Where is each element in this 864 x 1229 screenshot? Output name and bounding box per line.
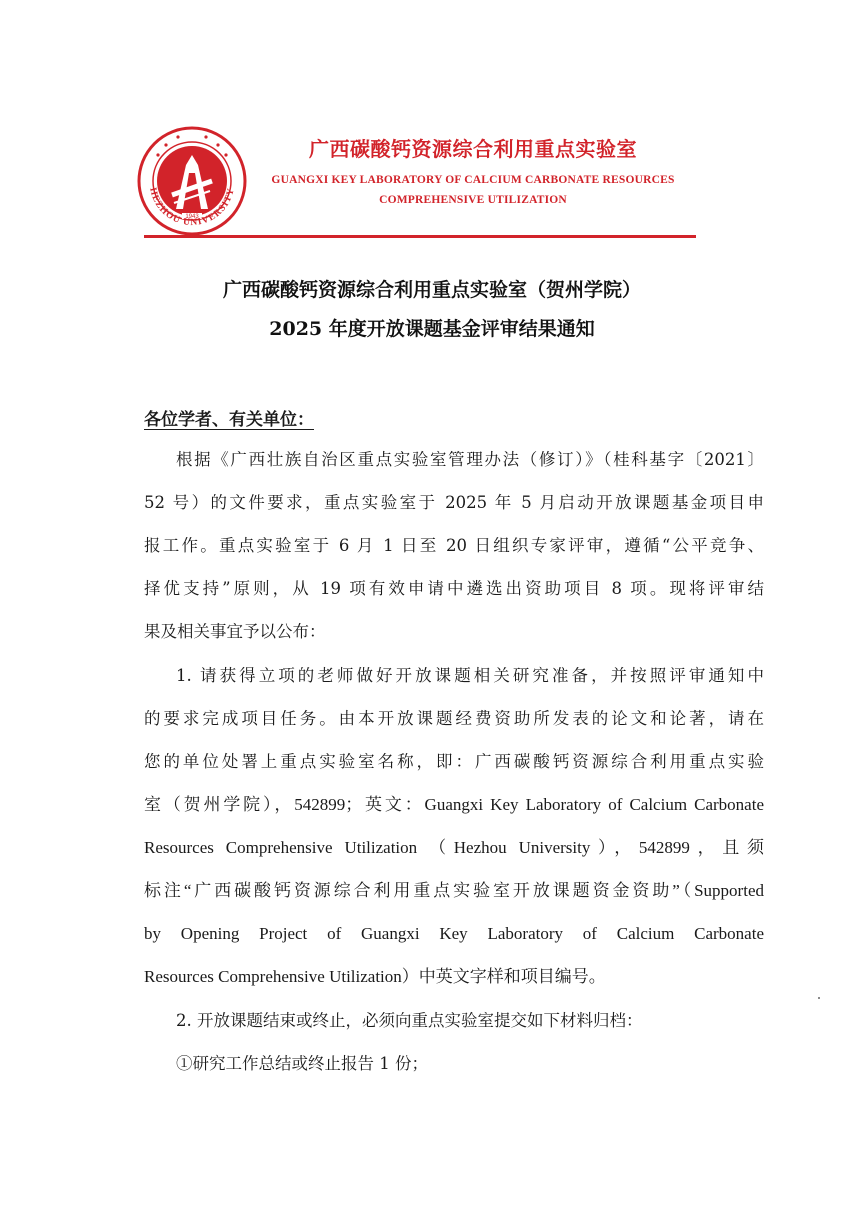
letterhead-english-name-line1: GUANGXI KEY LABORATORY OF CALCIUM CARBONATE RESOURCES [271,174,675,186]
body-line: 果及相关事宜予以公布： [144,622,326,641]
body-line: 室（贺州学院），542899；英文：Guangxi Key Laboratory of Calcium Carbonate [144,795,764,814]
salutation: 各位学者、有关单位： [144,410,314,430]
body-line: 52 号）的文件要求，重点实验室于 2025 年 5 月启动开放课题基金项目申 [144,493,764,512]
seal-arc-text: HEZHOU UNIVERSITY [147,186,237,229]
letterhead-english-name-line2: COMPREHENSIVE UTILIZATION [379,194,567,206]
body-line: 报工作。重点实验室于 6 月 1 日至 20 日组织专家评审，遵循“公平竞争、 [144,536,764,555]
university-seal-logo [136,125,248,237]
body-line: 择优支持”原则，从 19 项有效申请中遴选出资助项目 8 项。现将评审结 [144,579,764,598]
body-line: Resources Comprehensive Utilization）中英文字样和项目编号。 [144,967,606,986]
letterhead-divider [144,235,696,238]
body-line: 的要求完成项目任务。由本开放课题经费资助所发表的论文和论著，请在 [144,709,764,728]
body-line: 标注“广西碳酸钙资源综合利用重点实验室开放课题资金资助”（Supported [144,881,764,900]
body-line: 2. 开放课题结束或终止，必须向重点实验室提交如下材料归档： [176,1011,643,1030]
seal-year: 1943 [185,214,199,220]
body-line: ①研究工作总结或终止报告 1 份； [176,1054,428,1073]
body-line: by Opening Project of Guangxi Key Laboratory of Calcium Carbonate [144,924,764,943]
body-line: Resources Comprehensive Utilization （Hezhou University），542899，且须 [144,838,764,857]
notice-title-line2: 2025 年度开放课题基金评审结果通知 [269,318,595,340]
letterhead-chinese-name: 广西碳酸钙资源综合利用重点实验室 [309,137,637,161]
body-line: 1. 请获得立项的老师做好开放课题相关研究准备，并按照评审通知中 [176,666,764,685]
body-line: 根据《广西壮族自治区重点实验室管理办法（修订）》（桂科基字〔2021〕 [176,450,764,469]
scan-speck [818,997,820,999]
notice-title-line1: 广西碳酸钙资源综合利用重点实验室（贺州学院） [222,279,641,301]
body-line: 您的单位处署上重点实验室名称，即：广西碳酸钙资源综合利用重点实验 [144,752,764,771]
